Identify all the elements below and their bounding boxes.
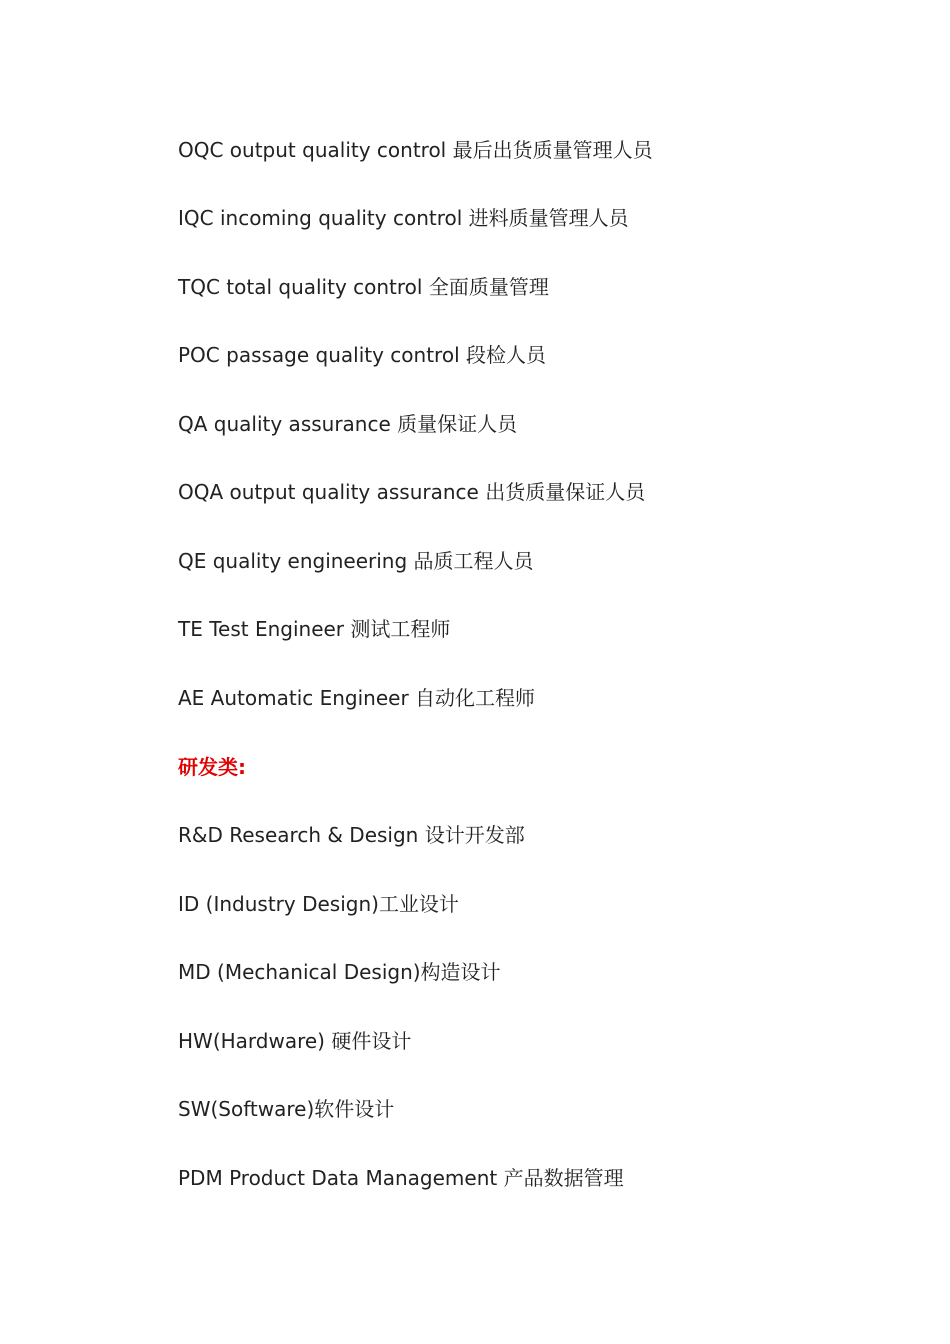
- term-hw: HW(Hardware) 硬件设计: [178, 1029, 412, 1053]
- term-pdm: PDM Product Data Management 产品数据管理: [178, 1166, 624, 1190]
- section-heading-rd: 研发类:: [178, 755, 246, 779]
- term-oqa: OQA output quality assurance 出货质量保证人员: [178, 480, 646, 504]
- term-id: ID (Industry Design)工业设计: [178, 892, 459, 916]
- term-ae: AE Automatic Engineer 自动化工程师: [178, 686, 536, 710]
- term-sw: SW(Software)软件设计: [178, 1097, 395, 1121]
- term-iqc: IQC incoming quality control 进料质量管理人员: [178, 206, 629, 230]
- term-tqc: TQC total quality control 全面质量管理: [178, 275, 549, 299]
- term-te: TE Test Engineer 测试工程师: [178, 617, 451, 641]
- term-poc: POC passage quality control 段检人员: [178, 343, 546, 367]
- term-qa: QA quality assurance 质量保证人员: [178, 412, 518, 436]
- term-oqc: OQC output quality control 最后出货质量管理人员: [178, 138, 653, 162]
- term-qe: QE quality engineering 品质工程人员: [178, 549, 534, 573]
- term-md: MD (Mechanical Design)构造设计: [178, 960, 501, 984]
- term-rd: R&D Research & Design 设计开发部: [178, 823, 525, 847]
